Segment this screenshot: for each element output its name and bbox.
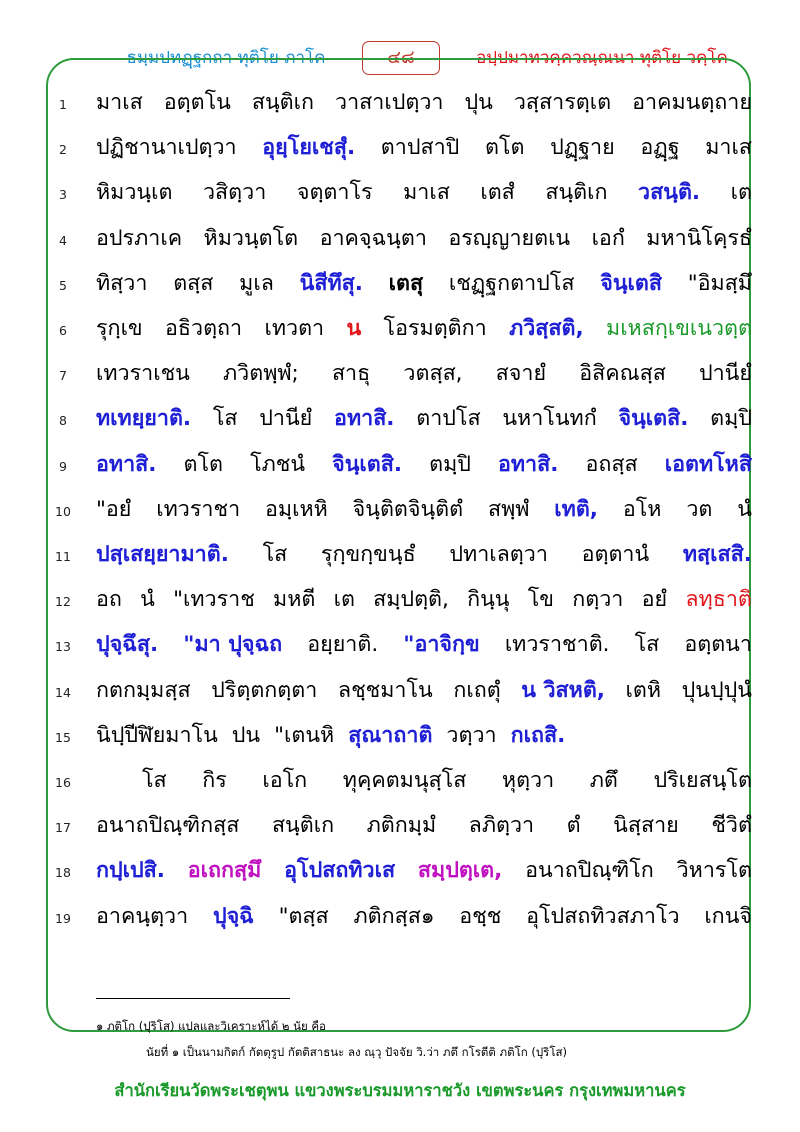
word: กเถสิ. [510, 722, 566, 748]
word: สนฺติเก [271, 813, 335, 839]
word: อุยฺโยเชสุํ. [262, 135, 356, 161]
word: กเถตุํ [453, 677, 501, 703]
text-line [96, 535, 752, 575]
word: จินฺเตสิ. [618, 406, 689, 432]
word: อฏฺฐ [640, 135, 680, 161]
word: หิมวนฺตโต [203, 225, 299, 251]
word: รุกฺเข [96, 316, 143, 341]
word: เชฏฺฐกตาปโส [448, 270, 575, 296]
text-line [96, 851, 752, 891]
header-left-title: ธมฺมปทฏฺฐกถา ทุติโย ภาโค [126, 48, 326, 68]
word: เอกํ [591, 225, 625, 251]
text-line [96, 128, 752, 168]
line-number: 10 [55, 503, 71, 519]
word: มาเส [705, 135, 752, 161]
word: จินฺติตจินฺติตํ [352, 496, 464, 522]
word: สนฺติเก [545, 180, 608, 206]
word: ทเทยฺยาติ. [96, 406, 192, 432]
word: เต [333, 587, 355, 613]
word: เตหิ [625, 677, 662, 703]
word: จตฺตาโร [296, 180, 373, 206]
line-number: 15 [55, 729, 71, 745]
word: โอรมตฺติกา [383, 316, 487, 341]
word: เตสํ [480, 180, 515, 206]
word: อชฺช [459, 903, 502, 929]
text-line [96, 83, 752, 123]
text-line [96, 897, 752, 937]
footnote-line-2: นัยที่ ๑ เป็นนามกิตก์ กัตตุรูป กัตติสาธนะ ลง ณฺวุ ปัจจัย วิ.ว่า ภตึ กโรตีติ ภติโก (ปุริโส) [146, 1045, 568, 1059]
word: อมฺเหหิ [265, 496, 328, 522]
word: อาคจฺฉนฺตา [319, 225, 427, 251]
line-number: 14 [55, 684, 71, 700]
word: อตฺตนา [684, 632, 752, 658]
word: ตาปโส [416, 406, 481, 432]
word: สพฺพํ [487, 496, 530, 522]
line-number: 9 [59, 458, 67, 474]
word: "อาจิกฺข [403, 632, 480, 658]
word: ตมฺปิ [429, 451, 471, 477]
word: อยํ [641, 587, 668, 613]
word: "อยํ [96, 496, 132, 522]
word: กตกมฺมสฺส [96, 677, 191, 703]
word: ตสฺส [173, 270, 214, 296]
word: อตฺตานํ [581, 542, 650, 567]
word: วสิตฺวา [202, 180, 267, 206]
word: อตฺตโน [163, 90, 231, 115]
word: สุณาถาติ [348, 722, 433, 748]
footer-institution: สำนักเรียนวัดพระเชตุพน แขวงพระบรมมหาราชวัง เขตพระนคร กรุงเทพมหานคร [114, 1081, 686, 1100]
word: ภติกมฺมํ [366, 813, 437, 839]
word: ปน [231, 722, 261, 748]
word: โข [527, 587, 554, 613]
line-number: 13 [55, 639, 71, 655]
word: "ตสฺส [278, 903, 329, 929]
word: โส [212, 406, 238, 432]
word: สาธุ [331, 361, 371, 387]
word: อทาสิ. [497, 451, 559, 477]
word: โภชนํ [250, 451, 306, 477]
word: มาเส [403, 180, 450, 206]
text-line [96, 671, 752, 711]
word: ปานียํ [259, 406, 313, 432]
word: วตฺวา [446, 722, 497, 748]
text-line [96, 806, 752, 846]
word: อุโปสถทิวเส [284, 858, 396, 884]
text-line [96, 309, 752, 349]
word: นิสีทึสุ. [299, 270, 363, 296]
word: เทวราชาติ. [504, 632, 610, 658]
word: กิร [202, 768, 227, 793]
word: อถ [96, 587, 122, 613]
word: ภวิสฺสติ, [509, 316, 584, 341]
word: ปฏิชานาเปตฺวา [96, 135, 237, 161]
line-number: 11 [55, 549, 71, 564]
word: อาคนฺตฺวา [96, 903, 189, 929]
word: อทาสิ. [334, 406, 395, 432]
word: ปริเยสนฺโต [653, 768, 752, 793]
word: ภติกสฺส๑ [353, 903, 435, 929]
word: อุโปสถทิวสภาโว [526, 903, 680, 929]
line-number: 7 [59, 368, 67, 384]
word: นํ [737, 496, 752, 522]
word: วสฺสารตฺเต [513, 90, 612, 115]
word: อปรภาเค [96, 225, 183, 251]
line-number: 19 [55, 910, 71, 926]
word: สมฺปตฺติ, [373, 587, 449, 613]
word: ตโต [484, 135, 525, 161]
word: เทติ, [554, 496, 598, 522]
word: ทิสฺวา [96, 270, 148, 296]
text-line [96, 580, 752, 620]
word: กินฺนุ [467, 587, 510, 613]
word: อธิวตฺถา [164, 316, 243, 341]
word: มหานิโคฺรธํ [646, 225, 752, 251]
word: ทสฺเสสิ. [682, 542, 752, 567]
word: "มา ปุจฺฉถ [183, 632, 283, 658]
word: อยฺยาติ. [307, 632, 379, 658]
line-number: 12 [55, 594, 71, 610]
text-line [96, 219, 752, 259]
word: อนาถปิณฺฑิกสฺส [96, 813, 240, 839]
word: จินฺเตสิ [600, 270, 662, 296]
word: สนฺติเก [251, 90, 314, 115]
word: เตสุ [388, 270, 424, 296]
word: อทาสิ. [96, 451, 157, 477]
word: โส [262, 542, 288, 567]
word: น [346, 316, 362, 341]
line-number: 18 [55, 865, 71, 881]
word: มาเส [96, 90, 143, 115]
word: นิปฺปีฬิยมาโน [96, 722, 218, 748]
word: ปสฺเสยฺยามาติ. [96, 542, 229, 567]
text-line [96, 761, 752, 801]
word: ปุนปฺปุนํ [681, 677, 752, 703]
word: อเถกสฺมึ [187, 858, 262, 884]
word: ปทาเลตฺวา [449, 542, 548, 567]
footnote-line-1: ๑ ภติโก (ปุริโส) แปลและวิเคราะห์ได้ ๒ นัย คือ [96, 1019, 326, 1033]
word: ทุคฺคตมนุสฺโส [342, 768, 467, 793]
word: ปุจฺฉิ [212, 903, 254, 929]
word: วสนฺติ. [638, 180, 701, 206]
word: ปานียํ [698, 361, 752, 387]
word: หุตฺวา [501, 768, 555, 793]
line-number: 1 [59, 97, 67, 112]
word: สจายํ [495, 361, 547, 387]
line-number: 2 [59, 142, 67, 158]
word: ตํ [566, 813, 581, 839]
word: โส [142, 768, 167, 793]
word: อโห [622, 496, 662, 522]
word: ลทฺธาติ [685, 587, 752, 613]
word: วิหารโต [676, 858, 752, 884]
line-number: 6 [59, 323, 67, 338]
word: ชีวิตํ [711, 813, 752, 839]
word: นํ [140, 587, 155, 613]
word: มหตี [273, 587, 316, 613]
word: ปุจฺฉึสุ. [96, 632, 159, 658]
text-line [96, 445, 752, 485]
word: โส [634, 632, 660, 658]
word: "อิมสฺมึ [687, 270, 752, 296]
text-line [96, 173, 752, 213]
line-number: 17 [55, 820, 71, 836]
word: มเหสกฺเขเนวตฺต [606, 316, 752, 341]
word: อถสฺส [585, 451, 638, 477]
line-number: 4 [59, 232, 67, 248]
word: เทวราชา [156, 496, 241, 522]
word: ตโต [183, 451, 223, 477]
word: อิสิคณสฺส [579, 361, 666, 387]
word: ปุน [464, 90, 493, 115]
line-number: 8 [59, 413, 67, 429]
page-number-box: ๔๘ [362, 41, 440, 75]
text-line [96, 264, 752, 304]
word: ตมฺปิ [710, 406, 752, 432]
word: "เทวราช [173, 587, 255, 613]
word: วตสฺส, [403, 361, 463, 387]
word: มูเล [239, 270, 274, 296]
word: "เตนหิ [274, 722, 335, 748]
word: ปริตฺตกตฺตา [211, 677, 318, 703]
word: อรญฺญายตเน [448, 225, 571, 251]
word: กตฺวา [572, 587, 624, 613]
word: กปฺเปสิ. [96, 858, 165, 884]
word: นิสฺสาย [613, 813, 679, 839]
word: เทวตา [264, 316, 325, 341]
text-line [96, 490, 752, 530]
text-line [96, 399, 752, 439]
footnote-rule [96, 998, 290, 999]
word: อาคมนตฺถาย [632, 90, 752, 115]
word: ลภิตฺวา [468, 813, 535, 839]
word: วต [686, 496, 713, 522]
text-line [96, 354, 752, 394]
word: สมฺปตฺเต, [417, 858, 503, 884]
word: เอตทโหสิ [664, 451, 752, 477]
word: วาสาเปตฺวา [335, 90, 444, 115]
word: รุกฺขกฺขนฺธํ [320, 542, 416, 567]
word: จินฺเตสิ. [332, 451, 403, 477]
word: ภวิตพฺพํ; [223, 361, 299, 387]
line-number: 3 [59, 187, 67, 203]
word: เกนจิ [704, 903, 752, 929]
word: น วิสหติ, [521, 677, 605, 703]
text-line [96, 625, 752, 665]
line-number: 5 [59, 277, 67, 293]
word: อนาถปิณฺฑิโก [525, 858, 654, 884]
word: หิมวนฺเต [96, 180, 173, 206]
header-right-title: อปฺปมาทวคฺควณฺณนา ทุติโย วคฺโค [476, 48, 728, 68]
word: ตาปสาปิ [380, 135, 460, 161]
word: ลชฺชมาโน [337, 677, 433, 703]
text-line [96, 716, 752, 756]
word: นหาโนทกํ [502, 406, 597, 432]
word: เทวราเชน [96, 361, 190, 387]
word: เต [730, 180, 752, 206]
line-number: 16 [55, 775, 71, 790]
word: ปฏฺฐาย [550, 135, 615, 161]
word: ภตึ [589, 768, 618, 793]
word: เอโก [262, 768, 308, 793]
